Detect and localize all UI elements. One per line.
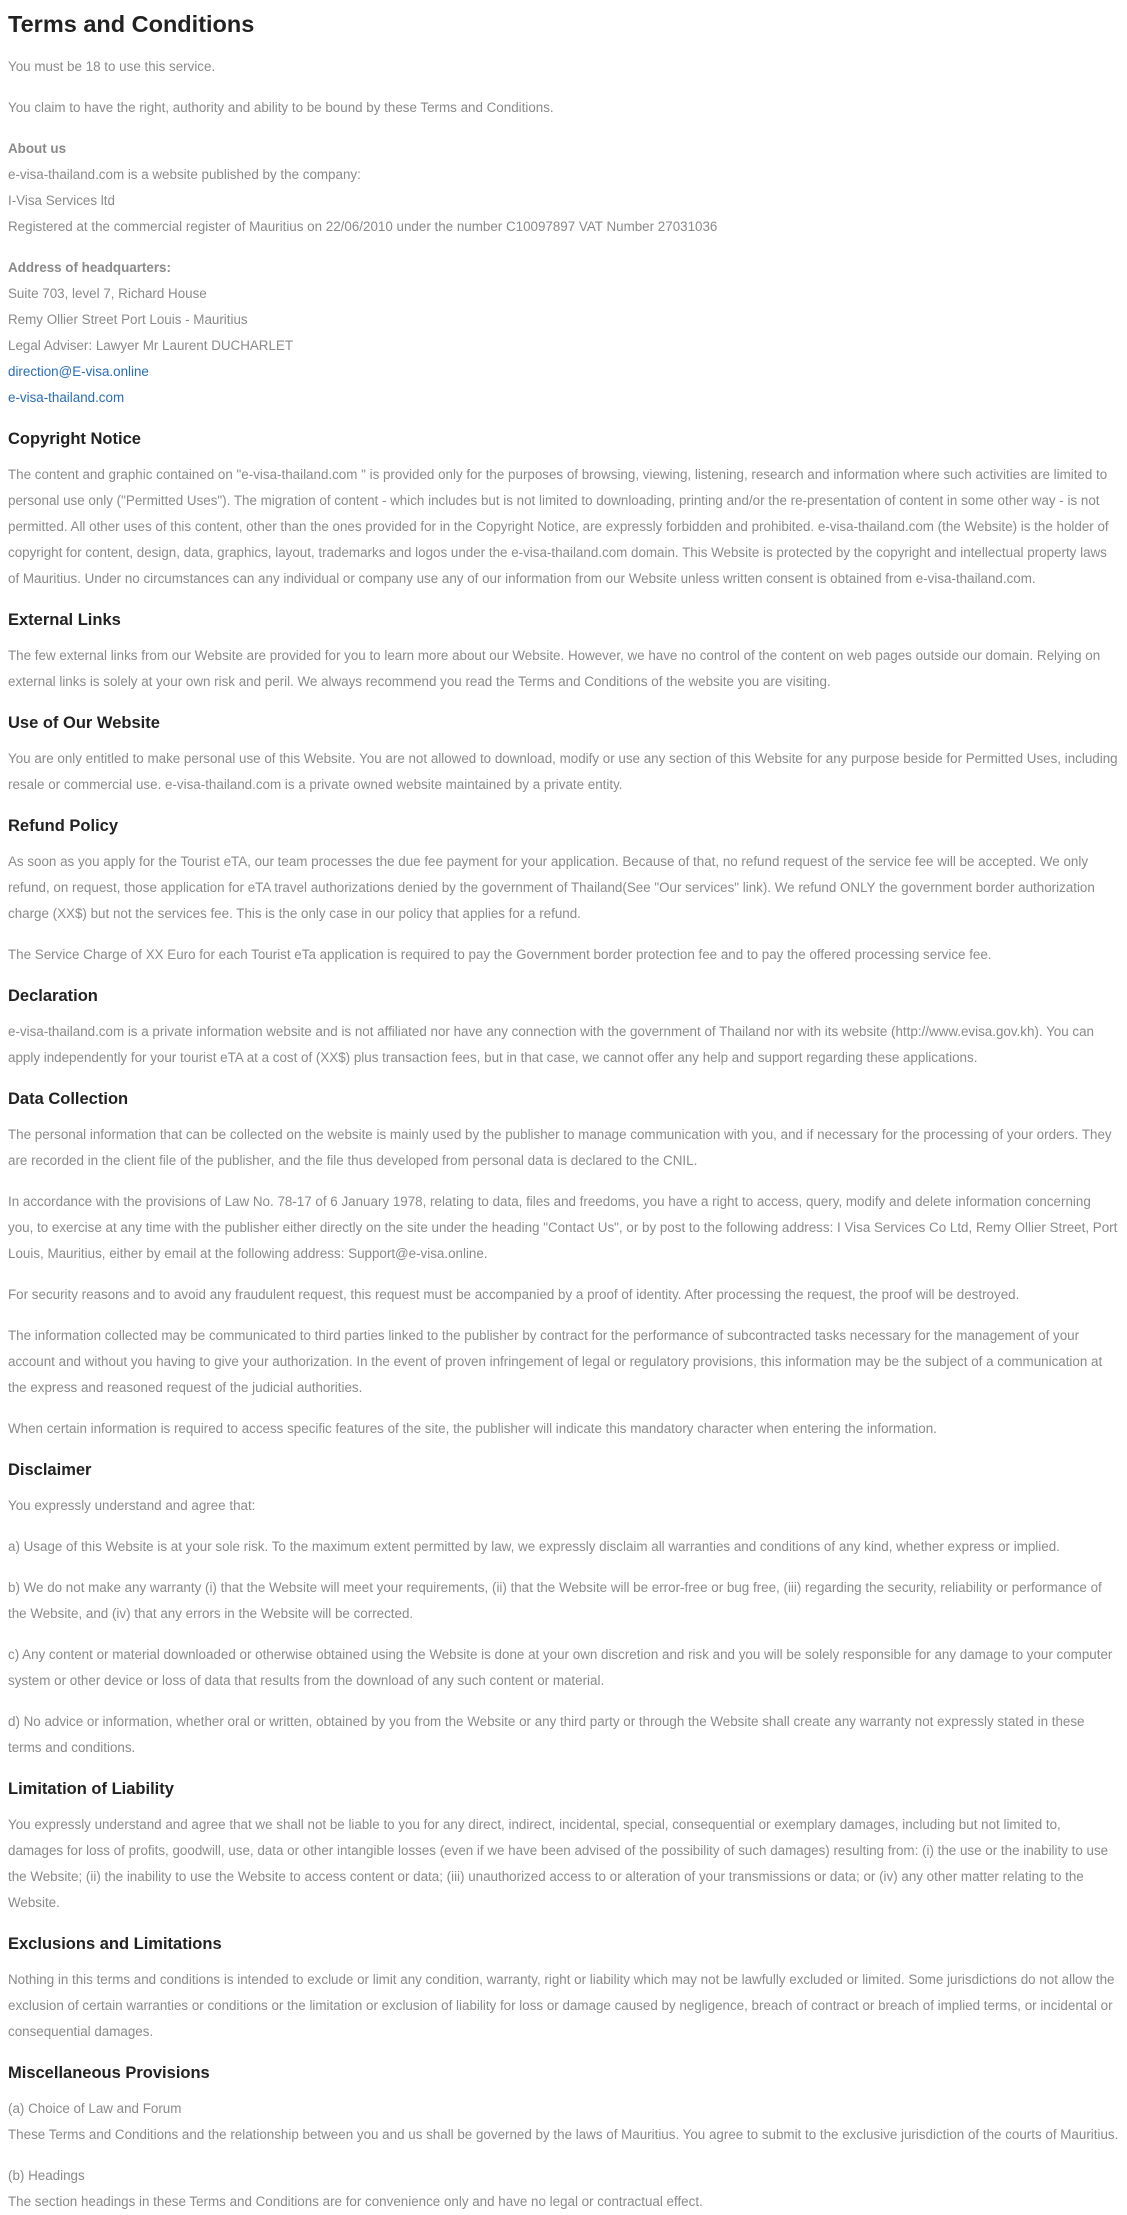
intro-age-requirement: You must be 18 to use this service. [8, 59, 216, 74]
section-title: Exclusions and Limitations [8, 1935, 222, 1953]
section-paragraph: In accordance with the provisions of Law No. 78-17 of 6 January 1978, relating to data, files and freedoms, you have a right to access, query, modify and delete information concerning you, to exercise at any time with the publisher either directly on the site under the heading "Contact Us", or by post to the following address: I Visa Services Co Ltd, Remy Ollier Street, Port Louis, Mauritius, either by email at the following address: Support@e-visa.online. [8, 1194, 1118, 1261]
section-title: Declaration [8, 987, 98, 1005]
section-paragraph: d) No advice or information, whether oral or written, obtained by you from the Website or any third party or through the Website shall create any warranty not expressly stated in these terms and conditions. [8, 1714, 1085, 1755]
limitation-of-liability-section [8, 1776, 1119, 1916]
use-of-website-section [8, 710, 1119, 798]
address-block [8, 255, 1119, 411]
about-line-registration: Registered at the commercial register of Mauritius on 22/06/2010 under the number C10097897 VAT Number 27031036 [8, 219, 718, 234]
section-paragraph: Nothing in this terms and conditions is intended to exclude or limit any condition, warranty, right or liability which may not be lawfully excluded or limited. Some jurisdictions do not allow the exclusion of certain warranties or conditions or the limitation or exclusion of liability for loss or damage caused by negligence, breach of contract or breach of implied terms, or incidental or consequential damages. [8, 1972, 1115, 2039]
section-paragraph: c) Any content or material downloaded or otherwise obtained using the Website is done at your own discretion and risk and you will be solely responsible for any damage to your computer system or other device or loss of data that results from the download of any such content or material. [8, 1647, 1113, 1688]
data-collection-section [8, 1086, 1119, 1442]
address-line-street: Remy Ollier Street Port Louis - Mauritius [8, 312, 248, 327]
declaration-section [8, 983, 1119, 1071]
section-paragraph: The Service Charge of XX Euro for each Tourist eTa application is required to pay the Government border protection fee and to pay the offered processing service fee. [8, 947, 992, 962]
section-title: Copyright Notice [8, 430, 141, 448]
about-line-company: I-Visa Services ltd [8, 193, 115, 208]
site-link[interactable]: e-visa-thailand.com [8, 390, 125, 405]
misc-item-text: The section headings in these Terms and Conditions are for convenience only and have no legal or contractual effect. [8, 2194, 703, 2209]
section-paragraph: The content and graphic contained on "e-visa-thailand.com " is provided only for the purposes of browsing, viewing, listening, research and information where such activities are limited to personal use only ("Permitted Uses"). The migration of content - which includes but is not limited to downloading, printing and/or the re-presentation of content in some other way - is not permitted. All other uses of this content, other than the ones provided for in the Copyright Notice, are expressly forbidden and prohibited. e-visa-thailand.com (the Website) is the holder of copyright for content, design, data, graphics, layout, trademarks and logos under the e-visa-thailand.com domain. This Website is protected by the copyright and intellectual property laws of Mauritius. Under no circumstances can any individual or company use any of our information from our Website unless written consent is obtained from e-visa-thailand.com. [8, 467, 1109, 586]
section-title: External Links [8, 611, 121, 629]
email-link[interactable]: direction@E-visa.online [8, 364, 149, 379]
section-title: Disclaimer [8, 1461, 92, 1479]
section-paragraph: As soon as you apply for the Tourist eTA, our team processes the due fee payment for your application. Because of that, no refund request of the service fee will be accepted. We only refund, on request, those application for eTA travel authorizations denied by the government of Thailand(See "Our services" link). We refund ONLY the government border authorization charge (XX$) but not the services fee. This is the only case in our policy that applies for a refund. [8, 854, 1095, 921]
external-links-section [8, 607, 1119, 695]
section-paragraph: You expressly understand and agree that: [8, 1498, 256, 1513]
misc-item [8, 2163, 1119, 2215]
refund-policy-section [8, 813, 1119, 968]
section-paragraph: You are only entitled to make personal use of this Website. You are not allowed to download, modify or use any section of this Website for any purpose beside for Permitted Uses, including resale or commercial use. e-visa-thailand.com is a private owned website maintained by a private entity. [8, 751, 1118, 792]
section-title: Use of Our Website [8, 714, 160, 732]
misc-item-label: (b) Headings [8, 2168, 85, 2183]
misc-item-label: (a) Choice of Law and Forum [8, 2101, 182, 2116]
section-paragraph: The few external links from our Website are provided for you to learn more about our Website. However, we have no control of the content on web pages outside our domain. Relying on external links is solely at your own risk and peril. We always recommend you read the Terms and Conditions of the website you are visiting. [8, 648, 1101, 689]
section-paragraph: When certain information is required to access specific features of the site, the publisher will indicate this mandatory character when entering the information. [8, 1421, 937, 1436]
section-paragraph: You expressly understand and agree that we shall not be liable to you for any direct, indirect, incidental, special, consequential or exemplary damages, including but not limited to, damages for loss of profits, goodwill, use, data or other intangible losses (even if we have been advised of the possibility of such damages) resulting from: (i) the use or the inability to use the Website; (ii) the inability to use the Website to access content or data; (iii) unauthorized access to or alteration of your transmissions or data; or (iv) any other matter relating to the Website. [8, 1817, 1109, 1910]
about-line-publisher: e-visa-thailand.com is a website published by the company: [8, 167, 361, 182]
address-line-adviser: Legal Adviser: Lawyer Mr Laurent DUCHARLET [8, 338, 294, 353]
section-title: Miscellaneous Provisions [8, 2064, 210, 2082]
section-paragraph: The information collected may be communicated to third parties linked to the publisher by contract for the performance of subcontracted tasks necessary for the management of your account and without you having to give your authorization. In the event of proven infringement of legal or regulatory provisions, this information may be the subject of a communication at the express and reasoned request of the judicial authorities. [8, 1328, 1103, 1395]
address-heading: Address of headquarters: [8, 260, 171, 275]
section-paragraph: The personal information that can be collected on the website is mainly used by the publisher to manage communication with you, and if necessary for the processing of your orders. They are recorded in the client file of the publisher, and the file thus developed from personal data is declared to the CNIL. [8, 1127, 1112, 1168]
misc-item [8, 2096, 1119, 2148]
disclaimer-section [8, 1457, 1119, 1761]
miscellaneous-section [8, 2060, 1119, 2215]
section-title: Refund Policy [8, 817, 119, 835]
section-paragraph: b) We do not make any warranty (i) that the Website will meet your requirements, (ii) that the Website will be error-free or bug free, (iii) regarding the security, reliability or performance of the Website, and (iv) that any errors in the Website will be corrected. [8, 1580, 1102, 1621]
section-paragraph: e-visa-thailand.com is a private information website and is not affiliated nor have any connection with the government of Thailand nor with its website (http://www.evisa.gov.kh). You can apply independently for your tourist eTA at a cost of (XX$) plus transaction fees, but in that case, we cannot offer any help and support regarding these applications. [8, 1024, 1094, 1065]
section-paragraph: a) Usage of this Website is at your sole risk. To the maximum extent permitted by law, we expressly disclaim all warranties and conditions of any kind, whether express or implied. [8, 1539, 1060, 1554]
copyright-section [8, 426, 1119, 592]
exclusions-section [8, 1931, 1119, 2045]
address-line-suite: Suite 703, level 7, Richard House [8, 286, 207, 301]
section-title: Limitation of Liability [8, 1780, 174, 1798]
about-us-block [8, 136, 1119, 240]
about-us-heading: About us [8, 141, 67, 156]
section-paragraph: For security reasons and to avoid any fraudulent request, this request must be accompanied by a proof of identity. After processing the request, the proof will be destroyed. [8, 1287, 1020, 1302]
page-title: Terms and Conditions [8, 11, 255, 37]
section-title: Data Collection [8, 1090, 129, 1108]
intro-authority: You claim to have the right, authority and ability to be bound by these Terms and Conditions. [8, 100, 554, 115]
misc-item-text: These Terms and Conditions and the relationship between you and us shall be governed by the laws of Mauritius. You agree to submit to the exclusive jurisdiction of the courts of Mauritius. [8, 2127, 1119, 2142]
